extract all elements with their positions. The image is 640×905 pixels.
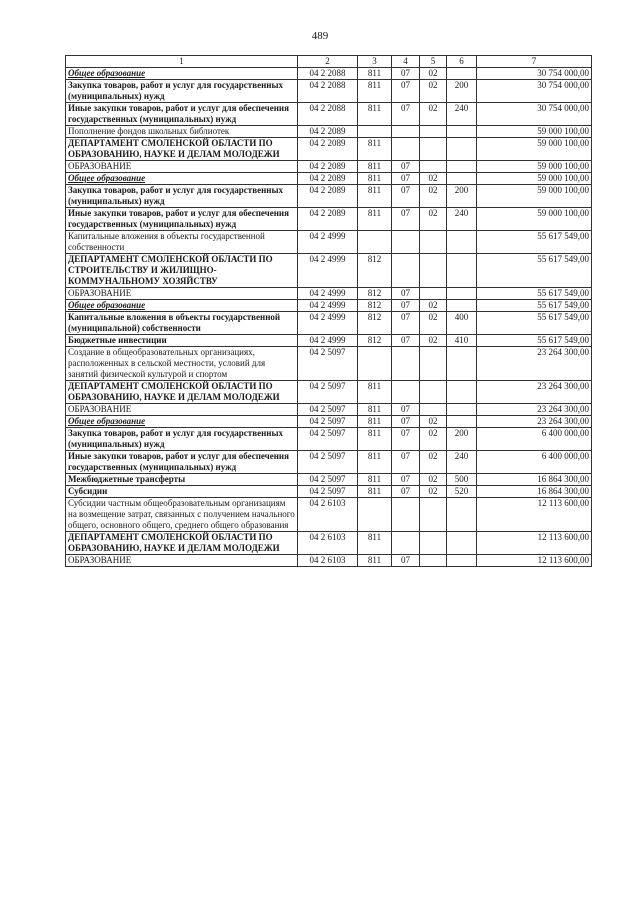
subsection-cell [420, 161, 447, 173]
target-code-cell: 04 2 6103 [298, 498, 358, 532]
target-code-cell: 04 2 5097 [298, 451, 358, 474]
amount-cell: 23 264 300,00 [477, 347, 592, 381]
department-code-cell: 811 [358, 68, 392, 80]
target-code-cell: 04 2 6103 [298, 532, 358, 555]
amount-cell: 59 000 100,00 [477, 208, 592, 231]
section-cell [392, 347, 420, 381]
section-cell: 07 [392, 486, 420, 498]
amount-cell: 16 864 300,00 [477, 474, 592, 486]
item-name-cell: ДЕПАРТАМЕНТ СМОЛЕНСКОЙ ОБЛАСТИ ПО СТРОИТЕЛЬСТВУ И ЖИЛИЩНО-КОММУНАЛЬНОМУ ХОЗЯЙСТВУ [66, 254, 298, 288]
subsection-cell: 02 [420, 173, 447, 185]
subsection-cell [420, 498, 447, 532]
header-cell: 7 [477, 56, 592, 68]
section-cell: 07 [392, 161, 420, 173]
target-code-cell: 04 2 2089 [298, 173, 358, 185]
subsection-cell: 02 [420, 312, 447, 335]
target-code-cell: 04 2 2089 [298, 126, 358, 138]
item-name-cell: ДЕПАРТАМЕНТ СМОЛЕНСКОЙ ОБЛАСТИ ПО ОБРАЗОВАНИЮ, НАУКЕ И ДЕЛАМ МОЛОДЕЖИ [66, 532, 298, 555]
item-name-cell: Пополнение фондов школьных библиотек [66, 126, 298, 138]
amount-cell: 12 113 600,00 [477, 532, 592, 555]
expense-type-cell [447, 68, 477, 80]
amount-cell: 12 113 600,00 [477, 498, 592, 532]
expense-type-cell [447, 126, 477, 138]
department-code-cell: 811 [358, 486, 392, 498]
expense-type-cell: 200 [447, 428, 477, 451]
department-code-cell: 811 [358, 416, 392, 428]
department-code-cell [358, 126, 392, 138]
target-code-cell: 04 2 2089 [298, 138, 358, 161]
item-name-cell: ДЕПАРТАМЕНТ СМОЛЕНСКОЙ ОБЛАСТИ ПО ОБРАЗОВАНИЮ, НАУКЕ И ДЕЛАМ МОЛОДЕЖИ [66, 381, 298, 404]
amount-cell: 59 000 100,00 [477, 173, 592, 185]
target-code-cell: 04 2 4999 [298, 231, 358, 254]
target-code-cell: 04 2 2088 [298, 68, 358, 80]
amount-cell: 12 113 600,00 [477, 555, 592, 567]
department-code-cell: 811 [358, 161, 392, 173]
header-cell: 6 [447, 56, 477, 68]
department-code-cell: 811 [358, 80, 392, 103]
department-code-cell [358, 231, 392, 254]
department-code-cell [358, 347, 392, 381]
amount-cell: 59 000 100,00 [477, 185, 592, 208]
section-cell: 07 [392, 300, 420, 312]
section-cell: 07 [392, 80, 420, 103]
item-name-cell: Закупка товаров, работ и услуг для государственных (муниципальных) нужд [66, 80, 298, 103]
table-row [66, 300, 592, 312]
subsection-cell: 02 [420, 335, 447, 347]
subsection-cell: 02 [420, 185, 447, 208]
subsection-cell [420, 254, 447, 288]
item-name-cell: Капитальные вложения в объекты государственной (муниципальной) собственности [66, 312, 298, 335]
table-row [66, 68, 592, 80]
subsection-cell: 02 [420, 68, 447, 80]
expense-type-cell: 240 [447, 208, 477, 231]
amount-cell: 55 617 549,00 [477, 231, 592, 254]
subsection-cell [420, 381, 447, 404]
department-code-cell: 811 [358, 428, 392, 451]
item-name-cell: Капитальные вложения в объекты государственной собственности [66, 231, 298, 254]
subsection-cell [420, 231, 447, 254]
table-row [66, 161, 592, 173]
subsection-cell: 02 [420, 416, 447, 428]
section-cell [392, 532, 420, 555]
item-name-cell: ОБРАЗОВАНИЕ [66, 404, 298, 416]
department-code-cell: 812 [358, 254, 392, 288]
expense-type-cell [447, 288, 477, 300]
department-code-cell: 811 [358, 474, 392, 486]
expense-type-cell: 520 [447, 486, 477, 498]
table-row [66, 103, 592, 126]
table-row [66, 404, 592, 416]
page-number: 489 [311, 30, 329, 42]
subsection-cell [420, 288, 447, 300]
section-cell: 07 [392, 173, 420, 185]
table-row [66, 288, 592, 300]
expense-type-cell [447, 254, 477, 288]
expense-type-cell [447, 138, 477, 161]
amount-cell: 55 617 549,00 [477, 288, 592, 300]
item-name-cell: Общее образование [66, 173, 298, 185]
target-code-cell: 04 2 4999 [298, 288, 358, 300]
section-cell: 07 [392, 288, 420, 300]
section-cell: 07 [392, 185, 420, 208]
expense-type-cell: 500 [447, 474, 477, 486]
header-cell: 3 [358, 56, 392, 68]
department-code-cell: 811 [358, 103, 392, 126]
item-name-cell: Создание в общеобразовательных организациях, расположенных в сельской местности, условий для занятий физической культурой и спортом [66, 347, 298, 381]
target-code-cell: 04 2 5097 [298, 404, 358, 416]
item-name-cell: Общее образование [66, 416, 298, 428]
amount-cell: 16 864 300,00 [477, 486, 592, 498]
expense-type-cell [447, 532, 477, 555]
table-row [66, 208, 592, 231]
table-row [66, 498, 592, 532]
target-code-cell: 04 2 4999 [298, 312, 358, 335]
section-cell: 07 [392, 312, 420, 335]
item-name-cell: Межбюджетные трансферты [66, 474, 298, 486]
target-code-cell: 04 2 2088 [298, 103, 358, 126]
subsection-cell: 02 [420, 208, 447, 231]
table-row [66, 428, 592, 451]
expense-type-cell [447, 173, 477, 185]
subsection-cell: 02 [420, 474, 447, 486]
subsection-cell [420, 532, 447, 555]
section-cell: 07 [392, 404, 420, 416]
table-header-row [66, 56, 592, 68]
section-cell [392, 126, 420, 138]
department-code-cell: 811 [358, 138, 392, 161]
department-code-cell: 811 [358, 381, 392, 404]
item-name-cell: ОБРАЗОВАНИЕ [66, 161, 298, 173]
target-code-cell: 04 2 2089 [298, 208, 358, 231]
target-code-cell: 04 2 2088 [298, 80, 358, 103]
table-row [66, 451, 592, 474]
department-code-cell: 812 [358, 312, 392, 335]
department-code-cell: 811 [358, 555, 392, 567]
table-row [66, 486, 592, 498]
subsection-cell: 02 [420, 80, 447, 103]
section-cell: 07 [392, 335, 420, 347]
expense-type-cell [447, 300, 477, 312]
expense-type-cell [447, 231, 477, 254]
table-row [66, 555, 592, 567]
item-name-cell: Общее образование [66, 68, 298, 80]
target-code-cell: 04 2 5097 [298, 428, 358, 451]
department-code-cell: 811 [358, 404, 392, 416]
section-cell: 07 [392, 68, 420, 80]
expense-type-cell: 400 [447, 312, 477, 335]
expense-type-cell: 410 [447, 335, 477, 347]
subsection-cell [420, 138, 447, 161]
expense-type-cell [447, 381, 477, 404]
amount-cell: 59 000 100,00 [477, 126, 592, 138]
section-cell [392, 254, 420, 288]
department-code-cell: 811 [358, 208, 392, 231]
item-name-cell: Закупка товаров, работ и услуг для государственных (муниципальных) нужд [66, 185, 298, 208]
target-code-cell: 04 2 4999 [298, 254, 358, 288]
table-row [66, 254, 592, 288]
expense-type-cell: 200 [447, 80, 477, 103]
expense-type-cell [447, 416, 477, 428]
table-row [66, 185, 592, 208]
expense-type-cell [447, 404, 477, 416]
section-cell [392, 231, 420, 254]
table-row [66, 474, 592, 486]
header-cell: 4 [392, 56, 420, 68]
target-code-cell: 04 2 4999 [298, 300, 358, 312]
expense-type-cell [447, 498, 477, 532]
item-name-cell: Иные закупки товаров, работ и услуг для обеспечения государственных (муниципальных) нужд [66, 103, 298, 126]
budget-table-body [66, 56, 592, 567]
table-row [66, 80, 592, 103]
subsection-cell [420, 347, 447, 381]
section-cell [392, 498, 420, 532]
section-cell: 07 [392, 451, 420, 474]
subsection-cell: 02 [420, 428, 447, 451]
amount-cell: 55 617 549,00 [477, 312, 592, 335]
department-code-cell: 811 [358, 532, 392, 555]
target-code-cell: 04 2 5097 [298, 347, 358, 381]
amount-cell: 59 000 100,00 [477, 161, 592, 173]
subsection-cell [420, 126, 447, 138]
header-cell: 5 [420, 56, 447, 68]
table-row [66, 173, 592, 185]
table-row [66, 532, 592, 555]
section-cell: 07 [392, 208, 420, 231]
department-code-cell: 812 [358, 288, 392, 300]
target-code-cell: 04 2 5097 [298, 474, 358, 486]
subsection-cell [420, 404, 447, 416]
expense-type-cell: 240 [447, 451, 477, 474]
amount-cell: 55 617 549,00 [477, 254, 592, 288]
target-code-cell: 04 2 5097 [298, 416, 358, 428]
expense-type-cell: 200 [447, 185, 477, 208]
table-row [66, 312, 592, 335]
table-row [66, 335, 592, 347]
table-row [66, 416, 592, 428]
department-code-cell: 811 [358, 451, 392, 474]
item-name-cell: Бюджетные инвестиции [66, 335, 298, 347]
item-name-cell: Субсидии [66, 486, 298, 498]
target-code-cell: 04 2 5097 [298, 381, 358, 404]
amount-cell: 6 400 000,00 [477, 451, 592, 474]
department-code-cell: 812 [358, 300, 392, 312]
item-name-cell: Закупка товаров, работ и услуг для государственных (муниципальных) нужд [66, 428, 298, 451]
target-code-cell: 04 2 4999 [298, 335, 358, 347]
item-name-cell: Субсидии частным общеобразовательным организациям на возмещение затрат, связанных с получением начального общего, основного общего, среднего общего образования [66, 498, 298, 532]
table-row [66, 126, 592, 138]
table-row [66, 381, 592, 404]
budget-table [65, 55, 592, 567]
target-code-cell: 04 2 5097 [298, 486, 358, 498]
section-cell [392, 381, 420, 404]
target-code-cell: 04 2 6103 [298, 555, 358, 567]
amount-cell: 30 754 000,00 [477, 68, 592, 80]
item-name-cell: ОБРАЗОВАНИЕ [66, 555, 298, 567]
item-name-cell: ДЕПАРТАМЕНТ СМОЛЕНСКОЙ ОБЛАСТИ ПО ОБРАЗОВАНИЮ, НАУКЕ И ДЕЛАМ МОЛОДЕЖИ [66, 138, 298, 161]
item-name-cell: Общее образование [66, 300, 298, 312]
amount-cell: 59 000 100,00 [477, 138, 592, 161]
subsection-cell: 02 [420, 486, 447, 498]
section-cell: 07 [392, 474, 420, 486]
section-cell: 07 [392, 416, 420, 428]
amount-cell: 6 400 000,00 [477, 428, 592, 451]
subsection-cell: 02 [420, 300, 447, 312]
target-code-cell: 04 2 2089 [298, 161, 358, 173]
amount-cell: 23 264 300,00 [477, 381, 592, 404]
subsection-cell: 02 [420, 451, 447, 474]
amount-cell: 30 754 000,00 [477, 103, 592, 126]
item-name-cell: Иные закупки товаров, работ и услуг для обеспечения государственных (муниципальных) нужд [66, 208, 298, 231]
table-row [66, 231, 592, 254]
subsection-cell: 02 [420, 103, 447, 126]
amount-cell: 23 264 300,00 [477, 404, 592, 416]
expense-type-cell [447, 347, 477, 381]
expense-type-cell [447, 161, 477, 173]
section-cell: 07 [392, 428, 420, 451]
department-code-cell: 812 [358, 335, 392, 347]
section-cell: 07 [392, 103, 420, 126]
department-code-cell [358, 498, 392, 532]
header-cell: 2 [298, 56, 358, 68]
department-code-cell: 811 [358, 173, 392, 185]
expense-type-cell: 240 [447, 103, 477, 126]
department-code-cell: 811 [358, 185, 392, 208]
amount-cell: 55 617 549,00 [477, 335, 592, 347]
expense-type-cell [447, 555, 477, 567]
header-cell: 1 [66, 56, 298, 68]
amount-cell: 55 617 549,00 [477, 300, 592, 312]
subsection-cell [420, 555, 447, 567]
item-name-cell: ОБРАЗОВАНИЕ [66, 288, 298, 300]
table-row [66, 138, 592, 161]
amount-cell: 30 754 000,00 [477, 80, 592, 103]
section-cell [392, 138, 420, 161]
section-cell: 07 [392, 555, 420, 567]
target-code-cell: 04 2 2089 [298, 185, 358, 208]
table-row [66, 347, 592, 381]
amount-cell: 23 264 300,00 [477, 416, 592, 428]
item-name-cell: Иные закупки товаров, работ и услуг для обеспечения государственных (муниципальных) нужд [66, 451, 298, 474]
